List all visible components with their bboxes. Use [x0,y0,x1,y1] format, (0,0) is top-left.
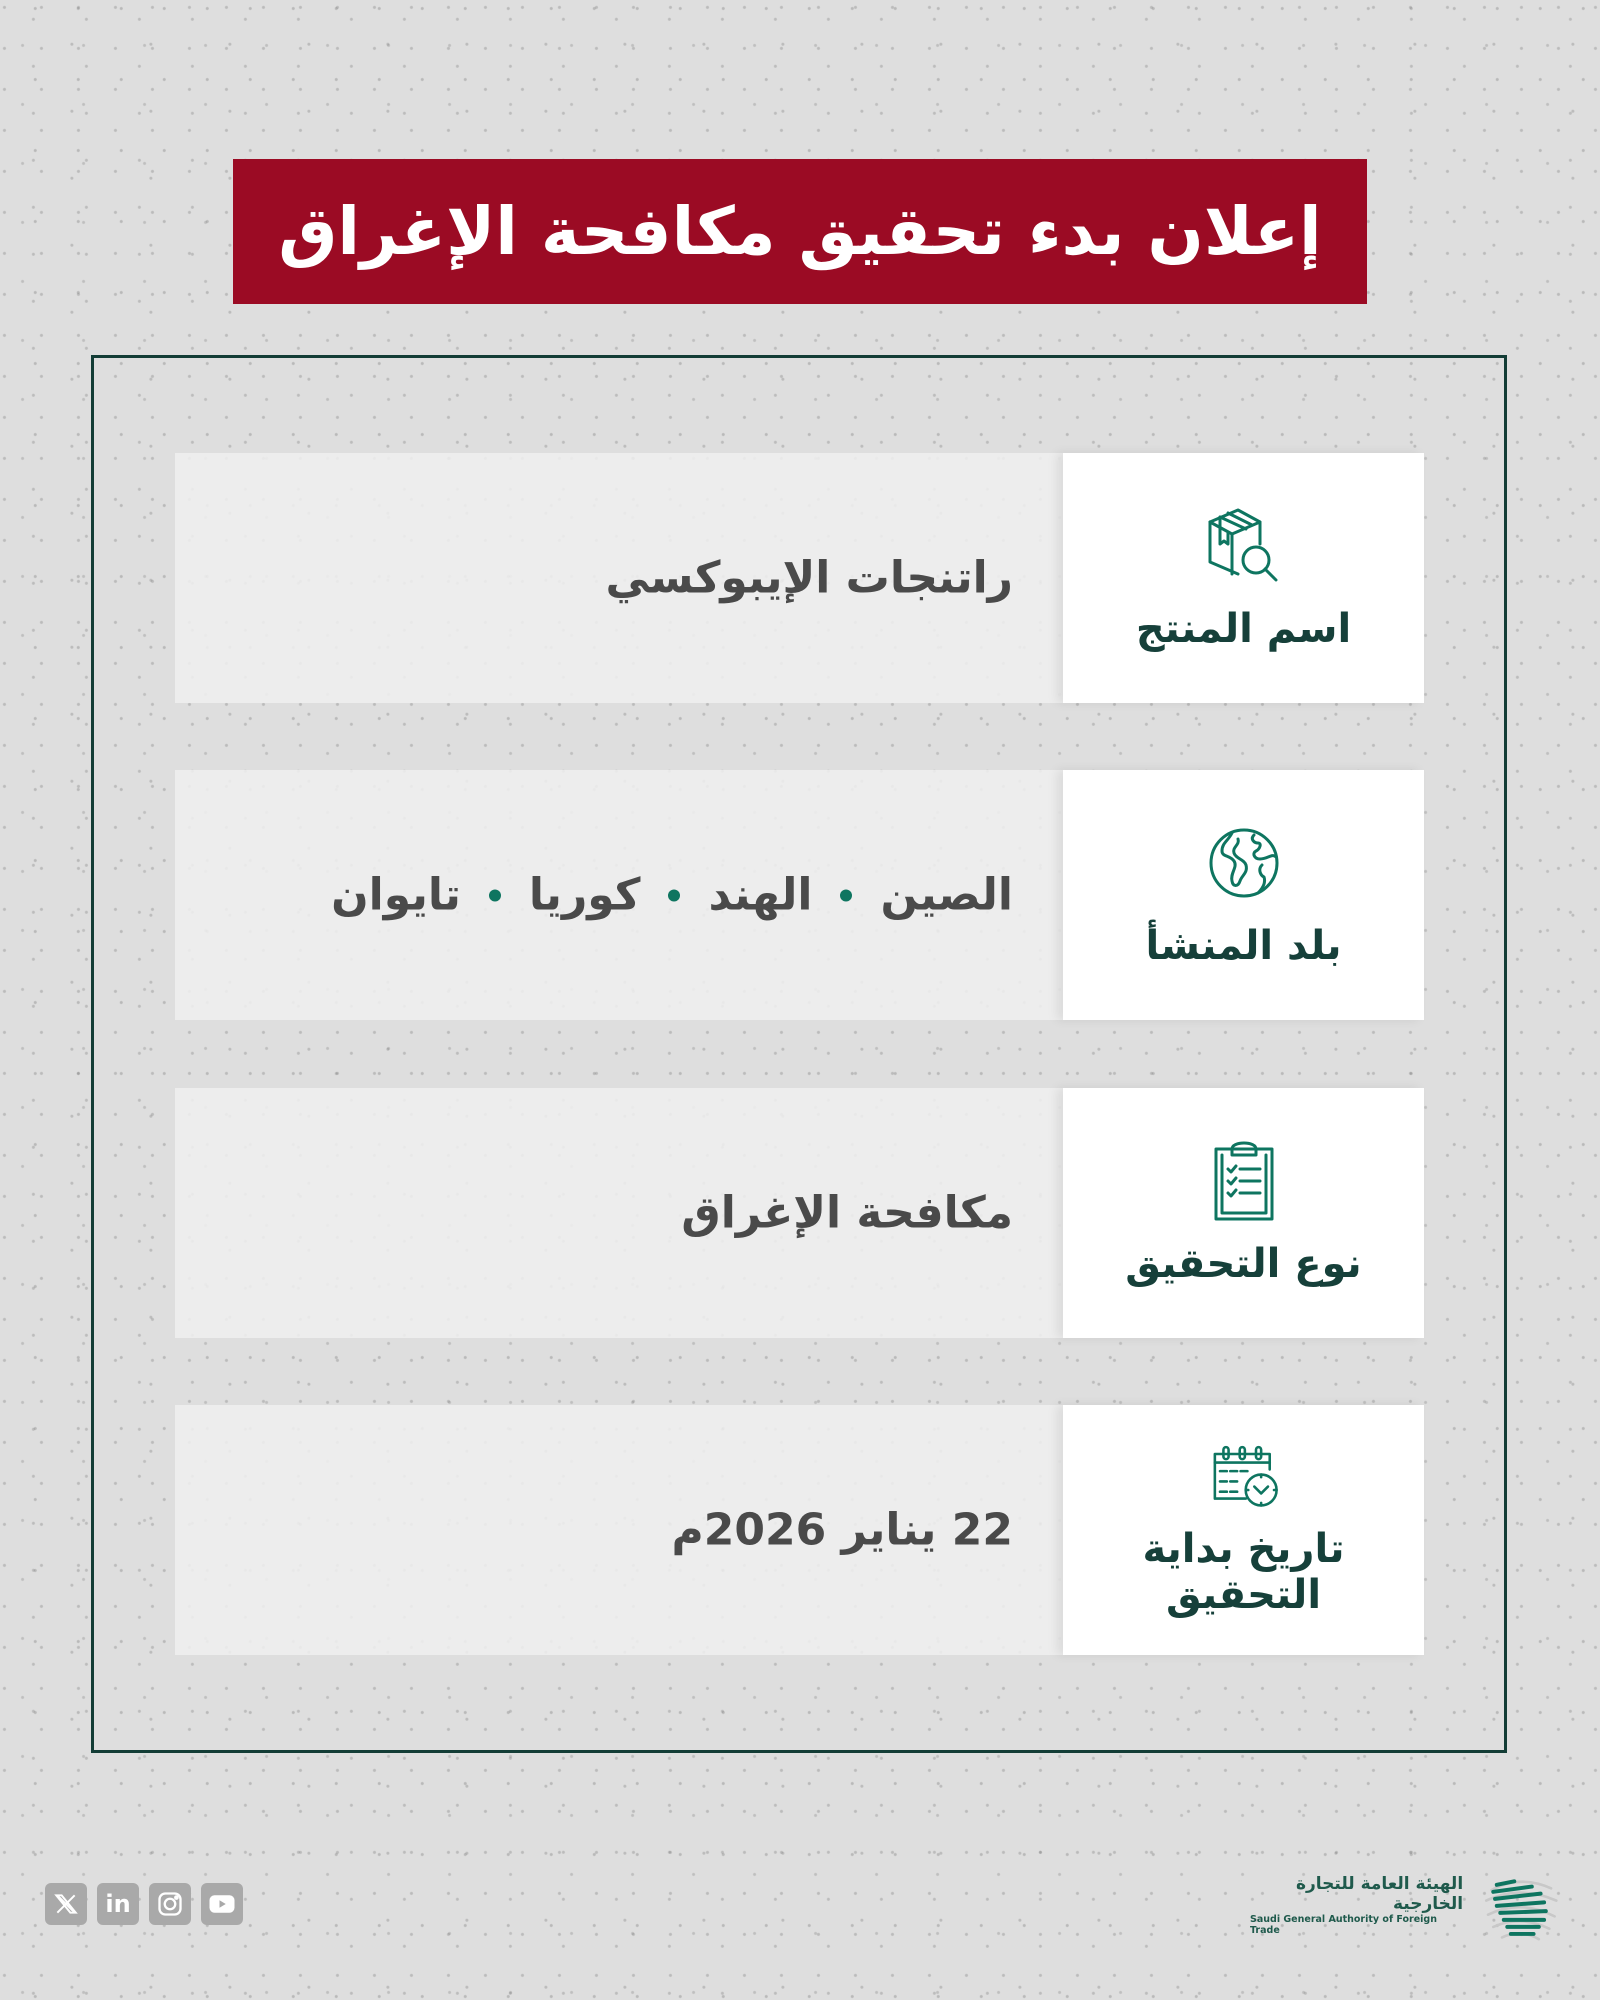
logo-text [1250,1874,1463,1936]
social-links [45,1883,243,1925]
authority-logo [1250,1860,1560,1950]
logo-arabic-name: الهيئة العامة للتجارة الخارجية [1295,1874,1464,1914]
row-product-name [175,453,1425,703]
label-box [1063,453,1424,703]
clipboard-checklist-icon [1202,1139,1286,1223]
investigation-type-value: مكافحة الإغراق [681,1187,1013,1239]
page-title: إعلان بدء تحقيق مكافحة الإغراق [278,193,1322,270]
logo-english-name: Saudi General Authority of Foreign Trade [1250,1914,1437,1936]
countries-list [331,870,1013,921]
start-date-value: 22 يناير 2026م [671,1504,1013,1556]
label-box [1063,770,1424,1020]
row-investigation-type [175,1088,1425,1338]
bullet-dot [489,889,501,901]
country-korea: كوريا [528,869,641,921]
x-icon[interactable] [45,1883,87,1925]
start-date-label-line2: التحقيق [1165,1572,1322,1618]
value-box [175,1405,1063,1655]
product-name-label: اسم المنتج [1135,606,1352,652]
calendar-clock-icon [1200,1442,1288,1514]
value-box [175,453,1063,703]
logo-emblem-icon [1481,1860,1560,1950]
investigation-type-label: نوع التحقيق [1125,1241,1362,1287]
bullet-dot [840,889,852,901]
label-box [1063,1405,1424,1655]
start-date-label-line1: تاريخ بداية [1142,1526,1345,1572]
title-banner [233,159,1367,304]
row-start-date [175,1405,1425,1655]
country-taiwan: تايوان [331,869,461,921]
label-box [1063,1088,1424,1338]
country-china: الصين [880,869,1013,921]
youtube-icon[interactable] [201,1883,243,1925]
country-india: الهند [708,869,813,921]
country-of-origin-label: بلد المنشأ [1145,923,1342,969]
row-country-of-origin [175,770,1425,1020]
linkedin-icon[interactable] [97,1883,139,1925]
globe-icon [1202,821,1286,905]
instagram-icon[interactable] [149,1883,191,1925]
value-box [175,1088,1063,1338]
bullet-dot [668,889,680,901]
box-search-icon [1202,504,1286,588]
value-box [175,770,1063,1020]
product-name-value: راتنجات الإيبوكسي [605,552,1013,604]
linkedin-glyph: in [105,1890,131,1918]
